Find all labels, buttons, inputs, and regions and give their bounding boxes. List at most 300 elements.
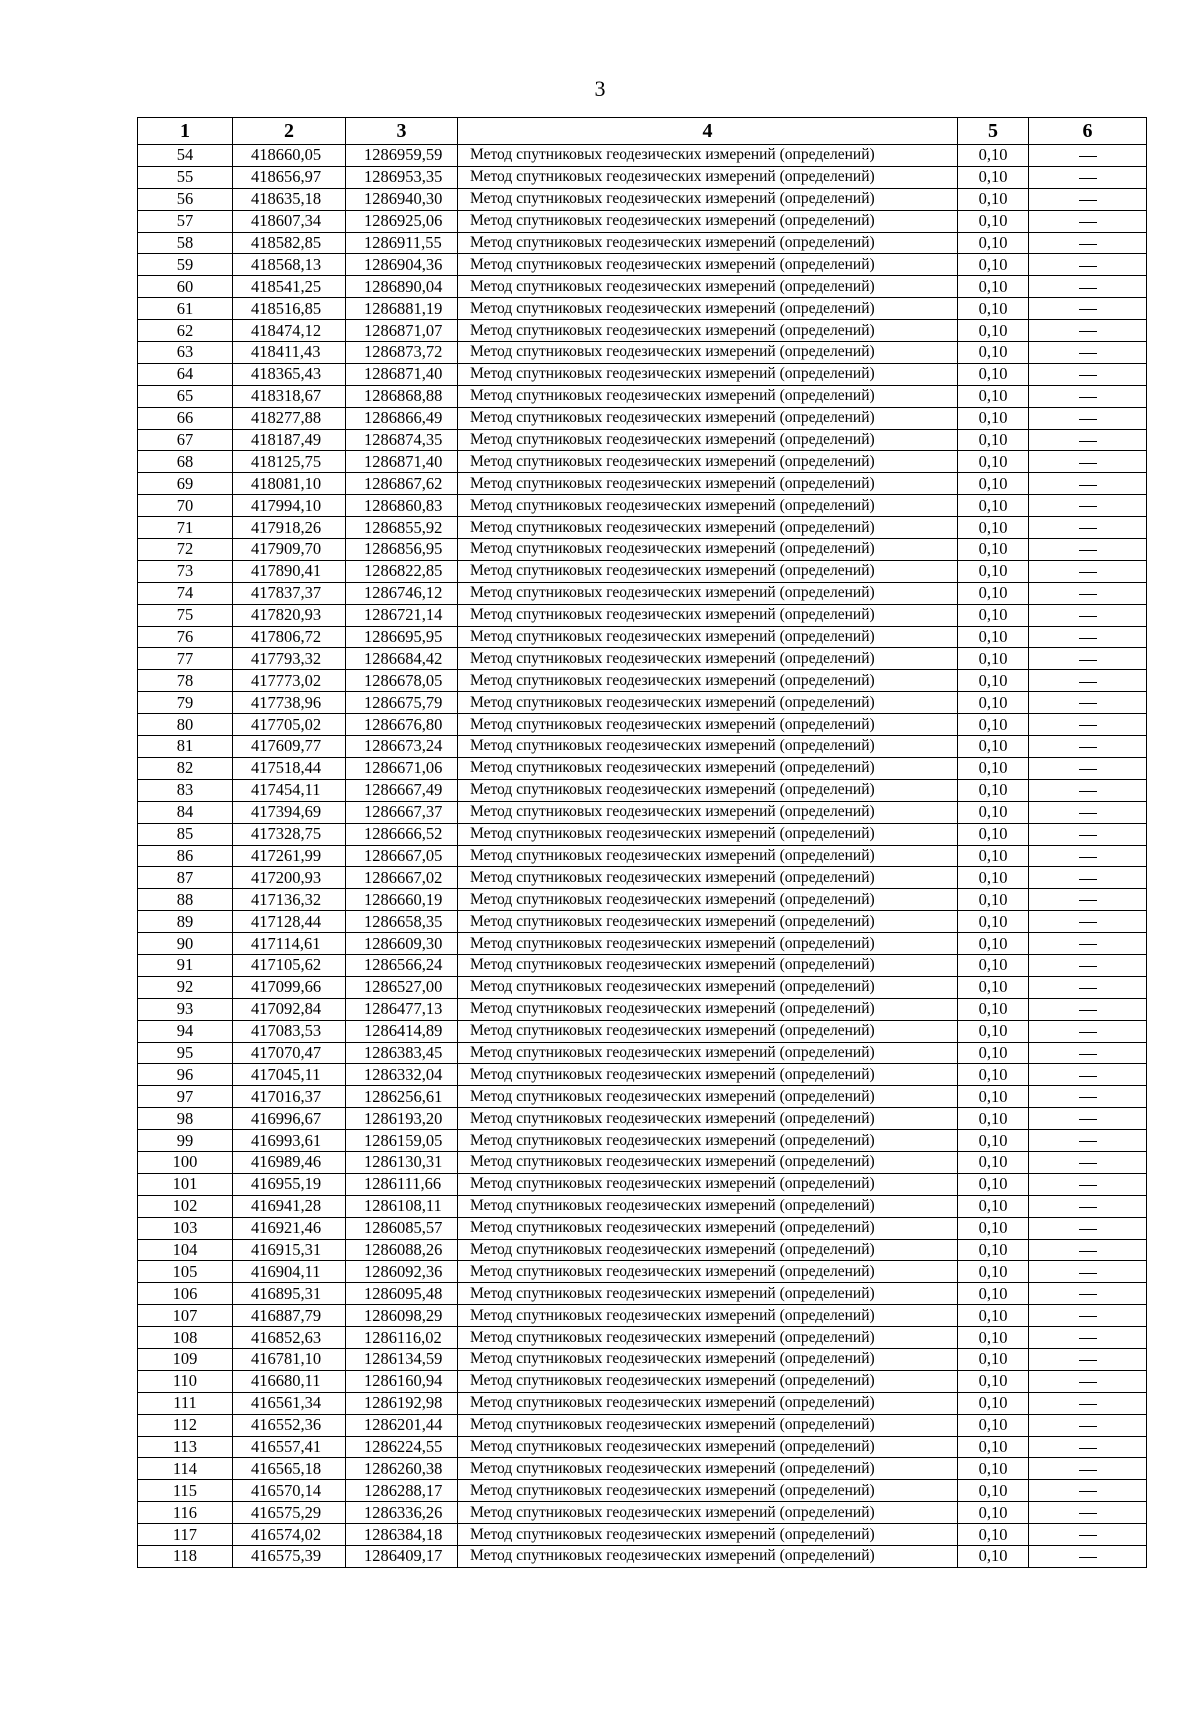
coordinate-y-cell: 1286671,06 xyxy=(346,757,458,779)
table-row xyxy=(138,1042,1147,1064)
point-number-cell: 78 xyxy=(138,670,233,692)
coordinate-y-cell: 1286658,35 xyxy=(346,911,458,933)
dash-mark xyxy=(1079,506,1097,507)
coordinate-x-cell: 416561,34 xyxy=(233,1392,346,1414)
table-row xyxy=(138,648,1147,670)
table-row xyxy=(138,188,1147,210)
table-row xyxy=(138,342,1147,364)
coordinate-y-cell: 1286201,44 xyxy=(346,1414,458,1436)
table-row xyxy=(138,692,1147,714)
table-row xyxy=(138,1239,1147,1261)
note-cell xyxy=(1029,342,1147,364)
table-row xyxy=(138,779,1147,801)
note-cell xyxy=(1029,604,1147,626)
accuracy-cell: 0,10 xyxy=(958,1020,1029,1042)
table-row xyxy=(138,1108,1147,1130)
point-number-cell: 88 xyxy=(138,889,233,911)
method-cell: Метод спутниковых геодезических измерений (определений) xyxy=(458,188,958,210)
note-cell xyxy=(1029,1414,1147,1436)
accuracy-cell: 0,10 xyxy=(958,1305,1029,1327)
method-cell: Метод спутниковых геодезических измерений (определений) xyxy=(458,517,958,539)
dash-mark xyxy=(1079,156,1097,157)
coordinate-x-cell: 417909,70 xyxy=(233,539,346,561)
method-cell: Метод спутниковых геодезических измерений (определений) xyxy=(458,998,958,1020)
dash-mark xyxy=(1079,1076,1097,1077)
accuracy-cell: 0,10 xyxy=(958,1108,1029,1130)
dash-mark xyxy=(1079,1054,1097,1055)
coordinate-y-cell: 1286667,37 xyxy=(346,801,458,823)
note-cell xyxy=(1029,1370,1147,1392)
accuracy-cell: 0,10 xyxy=(958,1502,1029,1524)
note-cell xyxy=(1029,1524,1147,1546)
dash-mark xyxy=(1079,747,1097,748)
coordinate-y-cell: 1286256,61 xyxy=(346,1086,458,1108)
accuracy-cell: 0,10 xyxy=(958,1524,1029,1546)
point-number-cell: 79 xyxy=(138,692,233,714)
note-cell xyxy=(1029,670,1147,692)
coordinate-x-cell: 418277,88 xyxy=(233,407,346,429)
method-cell: Метод спутниковых геодезических измерений (определений) xyxy=(458,1086,958,1108)
table-row xyxy=(138,1261,1147,1283)
accuracy-cell: 0,10 xyxy=(958,495,1029,517)
coordinates-table xyxy=(137,117,1147,1568)
note-cell xyxy=(1029,867,1147,889)
point-number-cell: 87 xyxy=(138,867,233,889)
coordinate-y-cell: 1286871,40 xyxy=(346,451,458,473)
coordinate-y-cell: 1286746,12 xyxy=(346,582,458,604)
note-cell xyxy=(1029,1348,1147,1370)
point-number-cell: 91 xyxy=(138,954,233,976)
note-cell xyxy=(1029,1217,1147,1239)
method-cell: Метод спутниковых геодезических измерений (определений) xyxy=(458,1173,958,1195)
coordinate-x-cell: 417092,84 xyxy=(233,998,346,1020)
method-cell: Метод спутниковых геодезических измерений (определений) xyxy=(458,845,958,867)
coordinate-x-cell: 418516,85 xyxy=(233,298,346,320)
method-cell: Метод спутниковых геодезических измерений (определений) xyxy=(458,495,958,517)
point-number-cell: 82 xyxy=(138,757,233,779)
dash-mark xyxy=(1079,594,1097,595)
method-cell: Метод спутниковых геодезических измерений (определений) xyxy=(458,1195,958,1217)
coordinate-x-cell: 416574,02 xyxy=(233,1524,346,1546)
coordinate-y-cell: 1286856,95 xyxy=(346,539,458,561)
point-number-cell: 80 xyxy=(138,714,233,736)
dash-mark xyxy=(1079,1032,1097,1033)
point-number-cell: 113 xyxy=(138,1436,233,1458)
note-cell xyxy=(1029,757,1147,779)
table-row xyxy=(138,1130,1147,1152)
point-number-cell: 55 xyxy=(138,166,233,188)
table-row xyxy=(138,889,1147,911)
table-row xyxy=(138,254,1147,276)
point-number-cell: 75 xyxy=(138,604,233,626)
point-number-cell: 67 xyxy=(138,429,233,451)
note-cell xyxy=(1029,889,1147,911)
note-cell xyxy=(1029,298,1147,320)
coordinate-y-cell: 1286871,40 xyxy=(346,363,458,385)
point-number-cell: 99 xyxy=(138,1130,233,1152)
coordinate-x-cell: 416565,18 xyxy=(233,1458,346,1480)
point-number-cell: 61 xyxy=(138,298,233,320)
coordinate-x-cell: 417016,37 xyxy=(233,1086,346,1108)
coordinate-y-cell: 1286193,20 xyxy=(346,1108,458,1130)
coordinate-x-cell: 416852,63 xyxy=(233,1327,346,1349)
coordinate-y-cell: 1286667,02 xyxy=(346,867,458,889)
point-number-cell: 58 xyxy=(138,232,233,254)
coordinate-y-cell: 1286868,88 xyxy=(346,385,458,407)
accuracy-cell: 0,10 xyxy=(958,429,1029,451)
dash-mark xyxy=(1079,1294,1097,1295)
method-cell: Метод спутниковых геодезических измерений (определений) xyxy=(458,889,958,911)
table-row xyxy=(138,1414,1147,1436)
dash-mark xyxy=(1079,966,1097,967)
coordinate-x-cell: 418318,67 xyxy=(233,385,346,407)
table-row xyxy=(138,845,1147,867)
dash-mark xyxy=(1079,200,1097,201)
coordinate-y-cell: 1286860,83 xyxy=(346,495,458,517)
method-cell: Метод спутниковых геодезических измерений (определений) xyxy=(458,648,958,670)
coordinate-y-cell: 1286092,36 xyxy=(346,1261,458,1283)
method-cell: Метод спутниковых геодезических измерений (определений) xyxy=(458,779,958,801)
accuracy-cell: 0,10 xyxy=(958,976,1029,998)
coordinate-x-cell: 416921,46 xyxy=(233,1217,346,1239)
method-cell: Метод спутниковых геодезических измерений (определений) xyxy=(458,1064,958,1086)
point-number-cell: 64 xyxy=(138,363,233,385)
note-cell xyxy=(1029,626,1147,648)
point-number-cell: 111 xyxy=(138,1392,233,1414)
coordinate-y-cell: 1286721,14 xyxy=(346,604,458,626)
point-number-cell: 117 xyxy=(138,1524,233,1546)
point-number-cell: 118 xyxy=(138,1546,233,1568)
note-cell xyxy=(1029,1436,1147,1458)
table-row xyxy=(138,736,1147,758)
accuracy-cell: 0,10 xyxy=(958,801,1029,823)
table-row xyxy=(138,604,1147,626)
table-row xyxy=(138,166,1147,188)
dash-mark xyxy=(1079,419,1097,420)
point-number-cell: 60 xyxy=(138,276,233,298)
note-cell xyxy=(1029,495,1147,517)
method-cell: Метод спутниковых геодезических измерений (определений) xyxy=(458,1524,958,1546)
method-cell: Метод спутниковых геодезических измерений (определений) xyxy=(458,714,958,736)
header-col-3: 3 xyxy=(346,118,458,145)
dash-mark xyxy=(1079,353,1097,354)
coordinate-x-cell: 417705,02 xyxy=(233,714,346,736)
coordinate-y-cell: 1286959,59 xyxy=(346,145,458,167)
coordinate-y-cell: 1286695,95 xyxy=(346,626,458,648)
method-cell: Метод спутниковых геодезических измерений (определений) xyxy=(458,1261,958,1283)
accuracy-cell: 0,10 xyxy=(958,1392,1029,1414)
dash-mark xyxy=(1079,1448,1097,1449)
coordinate-y-cell: 1286871,07 xyxy=(346,320,458,342)
coordinate-y-cell: 1286085,57 xyxy=(346,1217,458,1239)
coordinate-x-cell: 417070,47 xyxy=(233,1042,346,1064)
coordinate-x-cell: 418411,43 xyxy=(233,342,346,364)
point-number-cell: 106 xyxy=(138,1283,233,1305)
coordinate-y-cell: 1286684,42 xyxy=(346,648,458,670)
method-cell: Метод спутниковых геодезических измерений (определений) xyxy=(458,1283,958,1305)
method-cell: Метод спутниковых геодезических измерений (определений) xyxy=(458,1502,958,1524)
coordinate-y-cell: 1286116,02 xyxy=(346,1327,458,1349)
table-row xyxy=(138,276,1147,298)
point-number-cell: 103 xyxy=(138,1217,233,1239)
note-cell xyxy=(1029,166,1147,188)
dash-mark xyxy=(1079,1557,1097,1558)
note-cell xyxy=(1029,1392,1147,1414)
coordinate-y-cell: 1286108,11 xyxy=(346,1195,458,1217)
note-cell xyxy=(1029,779,1147,801)
point-number-cell: 77 xyxy=(138,648,233,670)
dash-mark xyxy=(1079,528,1097,529)
accuracy-cell: 0,10 xyxy=(958,407,1029,429)
note-cell xyxy=(1029,801,1147,823)
method-cell: Метод спутниковых геодезических измерений (определений) xyxy=(458,385,958,407)
method-cell: Метод спутниковых геодезических измерений (определений) xyxy=(458,276,958,298)
point-number-cell: 74 xyxy=(138,582,233,604)
dash-mark xyxy=(1079,857,1097,858)
method-cell: Метод спутниковых геодезических измерений (определений) xyxy=(458,867,958,889)
point-number-cell: 114 xyxy=(138,1458,233,1480)
table-row xyxy=(138,210,1147,232)
table-row xyxy=(138,670,1147,692)
note-cell xyxy=(1029,1108,1147,1130)
method-cell: Метод спутниковых геодезических измерений (определений) xyxy=(458,1327,958,1349)
note-cell xyxy=(1029,473,1147,495)
coordinate-y-cell: 1286822,85 xyxy=(346,560,458,582)
method-cell: Метод спутниковых геодезических измерений (определений) xyxy=(458,473,958,495)
point-number-cell: 110 xyxy=(138,1370,233,1392)
dash-mark xyxy=(1079,703,1097,704)
accuracy-cell: 0,10 xyxy=(958,276,1029,298)
table-row xyxy=(138,1524,1147,1546)
table-row xyxy=(138,954,1147,976)
point-number-cell: 54 xyxy=(138,145,233,167)
accuracy-cell: 0,10 xyxy=(958,298,1029,320)
dash-mark xyxy=(1079,1163,1097,1164)
note-cell xyxy=(1029,911,1147,933)
dash-mark xyxy=(1079,1338,1097,1339)
table-row xyxy=(138,1327,1147,1349)
coordinate-y-cell: 1286159,05 xyxy=(346,1130,458,1152)
coordinate-x-cell: 417261,99 xyxy=(233,845,346,867)
point-number-cell: 102 xyxy=(138,1195,233,1217)
coordinate-x-cell: 416941,28 xyxy=(233,1195,346,1217)
dash-mark xyxy=(1079,813,1097,814)
method-cell: Метод спутниковых геодезических измерений (определений) xyxy=(458,801,958,823)
point-number-cell: 66 xyxy=(138,407,233,429)
coordinate-y-cell: 1286874,35 xyxy=(346,429,458,451)
method-cell: Метод спутниковых геодезических измерений (определений) xyxy=(458,298,958,320)
point-number-cell: 83 xyxy=(138,779,233,801)
table-row xyxy=(138,473,1147,495)
table-row xyxy=(138,1502,1147,1524)
table-row xyxy=(138,1283,1147,1305)
coordinate-x-cell: 416895,31 xyxy=(233,1283,346,1305)
table-row xyxy=(138,1392,1147,1414)
note-cell xyxy=(1029,692,1147,714)
method-cell: Метод спутниковых геодезических измерений (определений) xyxy=(458,429,958,451)
dash-mark xyxy=(1079,309,1097,310)
method-cell: Метод спутниковых геодезических измерений (определений) xyxy=(458,1392,958,1414)
point-number-cell: 94 xyxy=(138,1020,233,1042)
accuracy-cell: 0,10 xyxy=(958,998,1029,1020)
note-cell xyxy=(1029,210,1147,232)
point-number-cell: 86 xyxy=(138,845,233,867)
point-number-cell: 56 xyxy=(138,188,233,210)
dash-mark xyxy=(1079,397,1097,398)
note-cell xyxy=(1029,582,1147,604)
coordinate-x-cell: 416993,61 xyxy=(233,1130,346,1152)
dash-mark xyxy=(1079,616,1097,617)
accuracy-cell: 0,10 xyxy=(958,779,1029,801)
coordinate-y-cell: 1286855,92 xyxy=(346,517,458,539)
method-cell: Метод спутниковых геодезических измерений (определений) xyxy=(458,232,958,254)
accuracy-cell: 0,10 xyxy=(958,670,1029,692)
point-number-cell: 92 xyxy=(138,976,233,998)
coordinate-y-cell: 1286866,49 xyxy=(346,407,458,429)
point-number-cell: 62 xyxy=(138,320,233,342)
table-row xyxy=(138,582,1147,604)
coordinate-x-cell: 418081,10 xyxy=(233,473,346,495)
method-cell: Метод спутниковых геодезических измерений (определений) xyxy=(458,933,958,955)
accuracy-cell: 0,10 xyxy=(958,867,1029,889)
accuracy-cell: 0,10 xyxy=(958,692,1029,714)
accuracy-cell: 0,10 xyxy=(958,1042,1029,1064)
table-row xyxy=(138,363,1147,385)
accuracy-cell: 0,10 xyxy=(958,1480,1029,1502)
method-cell: Метод спутниковых геодезических измерений (определений) xyxy=(458,1042,958,1064)
dash-mark xyxy=(1079,244,1097,245)
dash-mark xyxy=(1079,1273,1097,1274)
point-number-cell: 96 xyxy=(138,1064,233,1086)
coordinate-x-cell: 417200,93 xyxy=(233,867,346,889)
accuracy-cell: 0,10 xyxy=(958,626,1029,648)
accuracy-cell: 0,10 xyxy=(958,911,1029,933)
point-number-cell: 104 xyxy=(138,1239,233,1261)
accuracy-cell: 0,10 xyxy=(958,385,1029,407)
accuracy-cell: 0,10 xyxy=(958,1348,1029,1370)
coordinate-x-cell: 416996,67 xyxy=(233,1108,346,1130)
note-cell xyxy=(1029,954,1147,976)
dash-mark xyxy=(1079,660,1097,661)
method-cell: Метод спутниковых геодезических измерений (определений) xyxy=(458,210,958,232)
coordinate-x-cell: 416915,31 xyxy=(233,1239,346,1261)
accuracy-cell: 0,10 xyxy=(958,1327,1029,1349)
note-cell xyxy=(1029,1086,1147,1108)
accuracy-cell: 0,10 xyxy=(958,166,1029,188)
point-number-cell: 63 xyxy=(138,342,233,364)
dash-mark xyxy=(1079,288,1097,289)
dash-mark xyxy=(1079,900,1097,901)
point-number-cell: 90 xyxy=(138,933,233,955)
coordinate-x-cell: 417837,37 xyxy=(233,582,346,604)
accuracy-cell: 0,10 xyxy=(958,1283,1029,1305)
coordinate-y-cell: 1286676,80 xyxy=(346,714,458,736)
coordinate-x-cell: 416887,79 xyxy=(233,1305,346,1327)
coordinate-x-cell: 417083,53 xyxy=(233,1020,346,1042)
table-row xyxy=(138,1546,1147,1568)
method-cell: Метод спутниковых геодезических измерений (определений) xyxy=(458,670,958,692)
dash-mark xyxy=(1079,944,1097,945)
coordinate-x-cell: 418568,13 xyxy=(233,254,346,276)
coordinate-y-cell: 1286384,18 xyxy=(346,1524,458,1546)
point-number-cell: 72 xyxy=(138,539,233,561)
note-cell xyxy=(1029,517,1147,539)
method-cell: Метод спутниковых геодезических измерений (определений) xyxy=(458,692,958,714)
coordinate-x-cell: 417099,66 xyxy=(233,976,346,998)
dash-mark xyxy=(1079,988,1097,989)
point-number-cell: 71 xyxy=(138,517,233,539)
note-cell xyxy=(1029,1305,1147,1327)
note-cell xyxy=(1029,1151,1147,1173)
note-cell xyxy=(1029,320,1147,342)
note-cell xyxy=(1029,998,1147,1020)
table-row xyxy=(138,560,1147,582)
table-row xyxy=(138,867,1147,889)
accuracy-cell: 0,10 xyxy=(958,517,1029,539)
coordinate-y-cell: 1286609,30 xyxy=(346,933,458,955)
table-row xyxy=(138,385,1147,407)
point-number-cell: 68 xyxy=(138,451,233,473)
table-row xyxy=(138,911,1147,933)
note-cell xyxy=(1029,1458,1147,1480)
note-cell xyxy=(1029,1239,1147,1261)
coordinate-y-cell: 1286288,17 xyxy=(346,1480,458,1502)
dash-mark xyxy=(1079,725,1097,726)
coordinate-x-cell: 418582,85 xyxy=(233,232,346,254)
coordinate-x-cell: 418656,97 xyxy=(233,166,346,188)
note-cell xyxy=(1029,276,1147,298)
accuracy-cell: 0,10 xyxy=(958,1130,1029,1152)
dash-mark xyxy=(1079,178,1097,179)
note-cell xyxy=(1029,1283,1147,1305)
dash-mark xyxy=(1079,1097,1097,1098)
accuracy-cell: 0,10 xyxy=(958,1151,1029,1173)
method-cell: Метод спутниковых геодезических измерений (определений) xyxy=(458,1305,958,1327)
dash-mark xyxy=(1079,835,1097,836)
accuracy-cell: 0,10 xyxy=(958,1086,1029,1108)
method-cell: Метод спутниковых геодезических измерений (определений) xyxy=(458,757,958,779)
dash-mark xyxy=(1079,1404,1097,1405)
dash-mark xyxy=(1079,572,1097,573)
dash-mark xyxy=(1079,769,1097,770)
table-row xyxy=(138,1436,1147,1458)
dash-mark xyxy=(1079,1010,1097,1011)
coordinate-x-cell: 417128,44 xyxy=(233,911,346,933)
method-cell: Метод спутниковых геодезических измерений (определений) xyxy=(458,320,958,342)
table-row xyxy=(138,451,1147,473)
note-cell xyxy=(1029,1064,1147,1086)
accuracy-cell: 0,10 xyxy=(958,889,1029,911)
dash-mark xyxy=(1079,1382,1097,1383)
dash-mark xyxy=(1079,1141,1097,1142)
accuracy-cell: 0,10 xyxy=(958,232,1029,254)
table-row xyxy=(138,429,1147,451)
point-number-cell: 85 xyxy=(138,823,233,845)
coordinate-y-cell: 1286566,24 xyxy=(346,954,458,976)
dash-mark xyxy=(1079,375,1097,376)
method-cell: Метод спутниковых геодезических измерений (определений) xyxy=(458,1414,958,1436)
coordinate-x-cell: 416989,46 xyxy=(233,1151,346,1173)
dash-mark xyxy=(1079,1251,1097,1252)
accuracy-cell: 0,10 xyxy=(958,1436,1029,1458)
note-cell xyxy=(1029,823,1147,845)
point-number-cell: 108 xyxy=(138,1327,233,1349)
method-cell: Метод спутниковых геодезических измерений (определений) xyxy=(458,1370,958,1392)
table-row xyxy=(138,495,1147,517)
coordinate-x-cell: 417105,62 xyxy=(233,954,346,976)
accuracy-cell: 0,10 xyxy=(958,736,1029,758)
coordinate-y-cell: 1286088,26 xyxy=(346,1239,458,1261)
